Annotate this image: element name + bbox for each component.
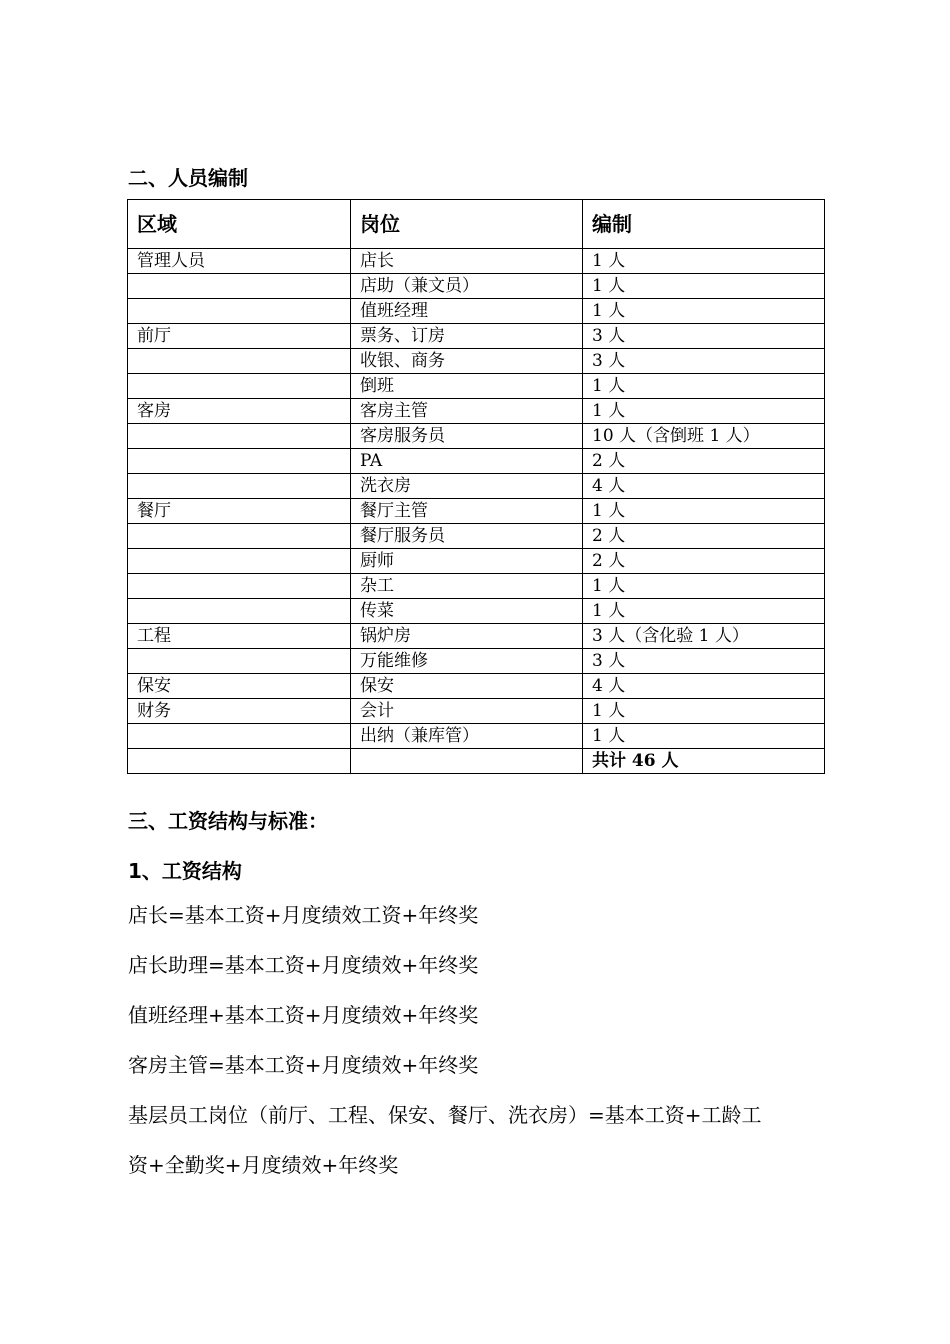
cell-area [128,724,351,749]
cell-headcount: 2 人 [583,549,825,574]
cell-headcount: 1 人 [583,399,825,424]
cell-headcount: 1 人 [583,499,825,524]
cell-position: 会计 [351,699,583,724]
header-headcount: 编制 [583,200,825,249]
cell-position: 保安 [351,674,583,699]
section-3-title: 三、工资结构与标准： [128,809,328,833]
cell-area [128,524,351,549]
table-row [128,599,825,624]
cell-headcount: 2 人 [583,449,825,474]
cell-position: 万能维修 [351,649,583,674]
cell-headcount: 4 人 [583,674,825,699]
table-row [128,349,825,374]
table-row [128,549,825,574]
cell-area: 保安 [128,674,351,699]
cell-headcount: 1 人 [583,299,825,324]
paragraph-assistant-manager: 店长助理=基本工资+月度绩效+年终奖 [128,953,479,977]
subsection-1-title: 1、工资结构 [128,859,242,883]
table-row [128,299,825,324]
cell-area [128,424,351,449]
cell-area: 客房 [128,399,351,424]
table-row [128,699,825,724]
cell-position: 店长 [351,249,583,274]
paragraph-duty-manager: 值班经理+基本工资+月度绩效+年终奖 [128,1003,479,1027]
table-row [128,399,825,424]
table-header-row [128,200,825,249]
cell-position: 客房服务员 [351,424,583,449]
cell-headcount: 1 人 [583,574,825,599]
header-position: 岗位 [351,200,583,249]
cell-area [128,374,351,399]
cell-position: 票务、订房 [351,324,583,349]
total-headcount: 共计 46 人 [583,749,825,774]
table-row [128,324,825,349]
cell-area [128,274,351,299]
cell-position: 餐厅服务员 [351,524,583,549]
table-total-row [128,749,825,774]
cell-position: 锅炉房 [351,624,583,649]
cell-area: 财务 [128,699,351,724]
cell-area [128,299,351,324]
table-row [128,424,825,449]
empty-cell [351,749,583,774]
cell-area [128,599,351,624]
paragraph-staff-line-2: 资+全勤奖+月度绩效+年终奖 [128,1153,399,1177]
paragraph-staff-line-1: 基层员工岗位（前厅、工程、保安、餐厅、洗衣房）=基本工资+工龄工 [128,1103,762,1127]
cell-position: 客房主管 [351,399,583,424]
cell-headcount: 2 人 [583,524,825,549]
table-row [128,274,825,299]
table-body [128,249,825,774]
cell-headcount: 1 人 [583,374,825,399]
table-row [128,374,825,399]
table-row [128,499,825,524]
cell-headcount: 4 人 [583,474,825,499]
table-row [128,524,825,549]
cell-area [128,449,351,474]
cell-headcount: 1 人 [583,724,825,749]
cell-position: 洗衣房 [351,474,583,499]
cell-position: 收银、商务 [351,349,583,374]
paragraph-store-manager: 店长=基本工资+月度绩效工资+年终奖 [128,903,479,927]
cell-area: 管理人员 [128,249,351,274]
cell-position: 值班经理 [351,299,583,324]
table-row [128,449,825,474]
table-row [128,674,825,699]
cell-headcount: 3 人（含化验 1 人） [583,624,825,649]
table-row [128,724,825,749]
cell-position: 出纳（兼库管） [351,724,583,749]
table-row [128,249,825,274]
cell-headcount: 1 人 [583,699,825,724]
cell-area [128,474,351,499]
empty-cell [128,749,351,774]
cell-area: 餐厅 [128,499,351,524]
header-area: 区域 [128,200,351,249]
cell-position: 餐厅主管 [351,499,583,524]
cell-position: 传菜 [351,599,583,624]
cell-headcount: 1 人 [583,274,825,299]
section-2-title: 二、人员编制 [128,166,248,190]
cell-area [128,649,351,674]
cell-position: 厨师 [351,549,583,574]
cell-area: 工程 [128,624,351,649]
cell-area [128,549,351,574]
table-row [128,574,825,599]
cell-headcount: 3 人 [583,349,825,374]
staffing-table [127,199,825,774]
cell-position: 杂工 [351,574,583,599]
cell-area [128,349,351,374]
table-row [128,624,825,649]
cell-headcount: 1 人 [583,599,825,624]
cell-headcount: 1 人 [583,249,825,274]
paragraph-housekeeping-supervisor: 客房主管=基本工资+月度绩效+年终奖 [128,1053,479,1077]
cell-area: 前厅 [128,324,351,349]
cell-area [128,574,351,599]
cell-position: PA [351,449,583,474]
table-row [128,474,825,499]
table-row [128,649,825,674]
cell-position: 倒班 [351,374,583,399]
cell-headcount: 10 人（含倒班 1 人） [583,424,825,449]
cell-headcount: 3 人 [583,649,825,674]
cell-headcount: 3 人 [583,324,825,349]
cell-position: 店助（兼文员） [351,274,583,299]
